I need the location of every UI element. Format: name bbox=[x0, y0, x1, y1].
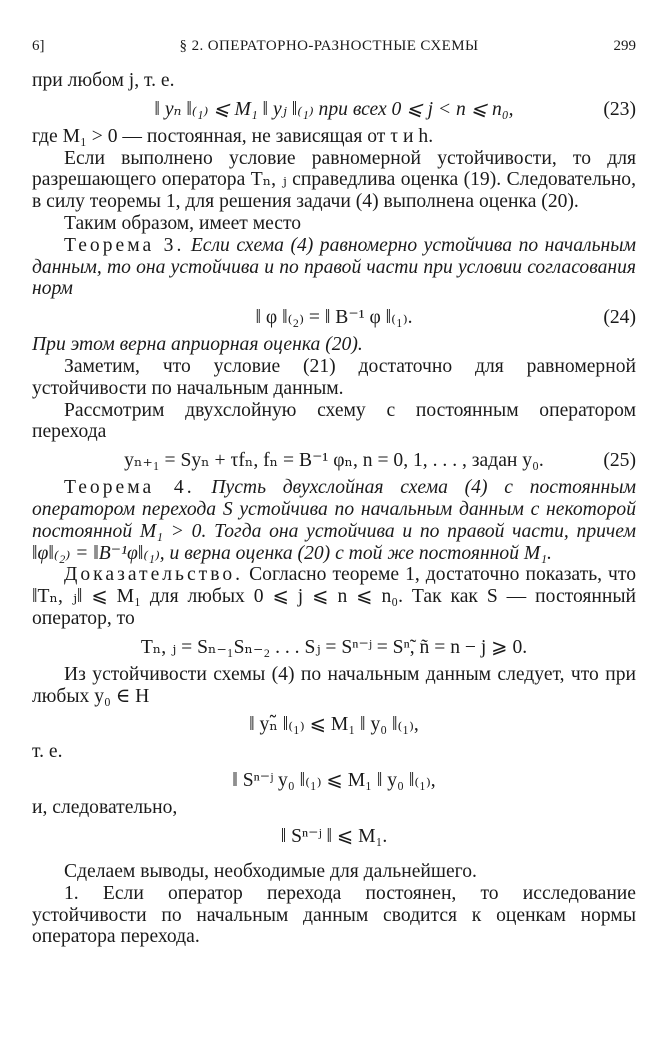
proof bbox=[32, 564, 636, 629]
theorem-3 bbox=[32, 235, 636, 300]
equation-text: ‖ Sⁿ⁻ʲ ‖ ⩽ M₁. bbox=[280, 825, 388, 847]
chapter-mark: 6] bbox=[32, 38, 45, 54]
paragraph: Заметим, что условие (21) достаточно для равномерной устойчивости по начальным данным. bbox=[32, 355, 636, 399]
equation-estimate-b bbox=[32, 769, 636, 793]
paragraph: и, следовательно, bbox=[32, 797, 178, 819]
paragraph: Рассмотрим двухслойную схему с постоянным оператором перехода bbox=[32, 399, 636, 443]
paragraph: 1. Если оператор перехода постоянен, то исследование устойчивости по начальным данным сводится к оценкам нормы оператора перехода. bbox=[32, 882, 636, 948]
equation-number: (23) bbox=[603, 98, 636, 120]
paragraph: При этом верна априорная оценка (20). bbox=[32, 334, 363, 356]
equation-operator bbox=[32, 636, 636, 660]
paragraph: где M₁ > 0 — постоянная, не зависящая от τ и h. bbox=[32, 125, 434, 147]
equation-25 bbox=[32, 449, 636, 473]
proof-text: Согласно теореме 1, достаточно показать, что ‖Tₙ, ⱼ‖ ⩽ M₁ для любых 0 ⩽ j ⩽ n ⩽ n₀. Так как S — постоянный оператор, то bbox=[32, 564, 636, 629]
theorem-text: Пусть двухслойная схема (4) с постоянным оператором перехода S устойчива по начальным данным с некоторой постоянной M₁ > 0. Тогда она устойчива и по правой части, причем ‖φ‖₍₂₎ = ‖B⁻¹φ‖₍₁₎, и верна оценка (20) с той же постоянной M₁. bbox=[32, 477, 637, 564]
equation-estimate-a bbox=[32, 713, 636, 737]
paragraph: Из устойчивости схемы (4) по начальным данным следует, что при любых y₀ ∈ H bbox=[32, 663, 636, 707]
equation-number: (24) bbox=[603, 307, 636, 329]
theorem-label: Теорема 4. bbox=[64, 477, 195, 499]
paragraph: Таким образом, имеет место bbox=[64, 212, 302, 234]
theorem-text: Если схема (4) равномерно устойчива по начальным данным, то она устойчива и по правой части при условии согласования норм bbox=[32, 234, 636, 300]
equation-23 bbox=[32, 98, 636, 122]
equation-number: (25) bbox=[603, 450, 636, 472]
equation-text: ‖ yₙ ‖₍₁₎ ⩽ M₁ ‖ yⱼ ‖₍₁₎ при всех 0 ⩽ j < n ⩽ n₀, bbox=[154, 98, 514, 120]
equation-24 bbox=[32, 306, 636, 330]
theorem-4 bbox=[32, 477, 636, 564]
running-title: § 2. ОПЕРАТОРНО-РАЗНОСТНЫЕ СХЕМЫ bbox=[179, 38, 479, 54]
equation-text: ‖ φ ‖₍₂₎ = ‖ B⁻¹ φ ‖₍₁₎. bbox=[255, 307, 413, 329]
paragraph: Сделаем выводы, необходимые для дальнейшего. bbox=[64, 860, 477, 882]
paragraph: т. е. bbox=[32, 741, 63, 763]
book-page bbox=[32, 34, 636, 948]
equation-text: ‖ yₙ̃ ‖₍₁₎ ⩽ M₁ ‖ y₀ ‖₍₁₎, bbox=[249, 714, 419, 736]
equation-estimate-c bbox=[32, 825, 636, 849]
equation-text: Tₙ, ⱼ = Sₙ₋₁Sₙ₋₂ . . . Sⱼ = Sⁿ⁻ʲ = Sⁿ̃, ñ = n − j ⩾ 0. bbox=[140, 636, 528, 658]
proof-label: Доказательство. bbox=[64, 564, 244, 586]
equation-text: ‖ Sⁿ⁻ʲ y₀ ‖₍₁₎ ⩽ M₁ ‖ y₀ ‖₍₁₎, bbox=[232, 770, 436, 792]
page-number: 299 bbox=[613, 38, 636, 54]
equation-text: yₙ₊₁ = Syₙ + τfₙ, fₙ = B⁻¹ φₙ, n = 0, 1, . . . , задан y₀. bbox=[124, 450, 544, 472]
page-header bbox=[32, 34, 636, 58]
paragraph: Если выполнено условие равномерной устойчивости, то для разрешающего оператора Tₙ, ⱼ справедлива оценка (19). Следовательно, в силу теоремы 1, для решения задачи (4) выполнена оценка (20). bbox=[32, 147, 636, 213]
theorem-label: Теорема 3. bbox=[64, 234, 185, 256]
paragraph: при любом j, т. е. bbox=[32, 70, 175, 91]
